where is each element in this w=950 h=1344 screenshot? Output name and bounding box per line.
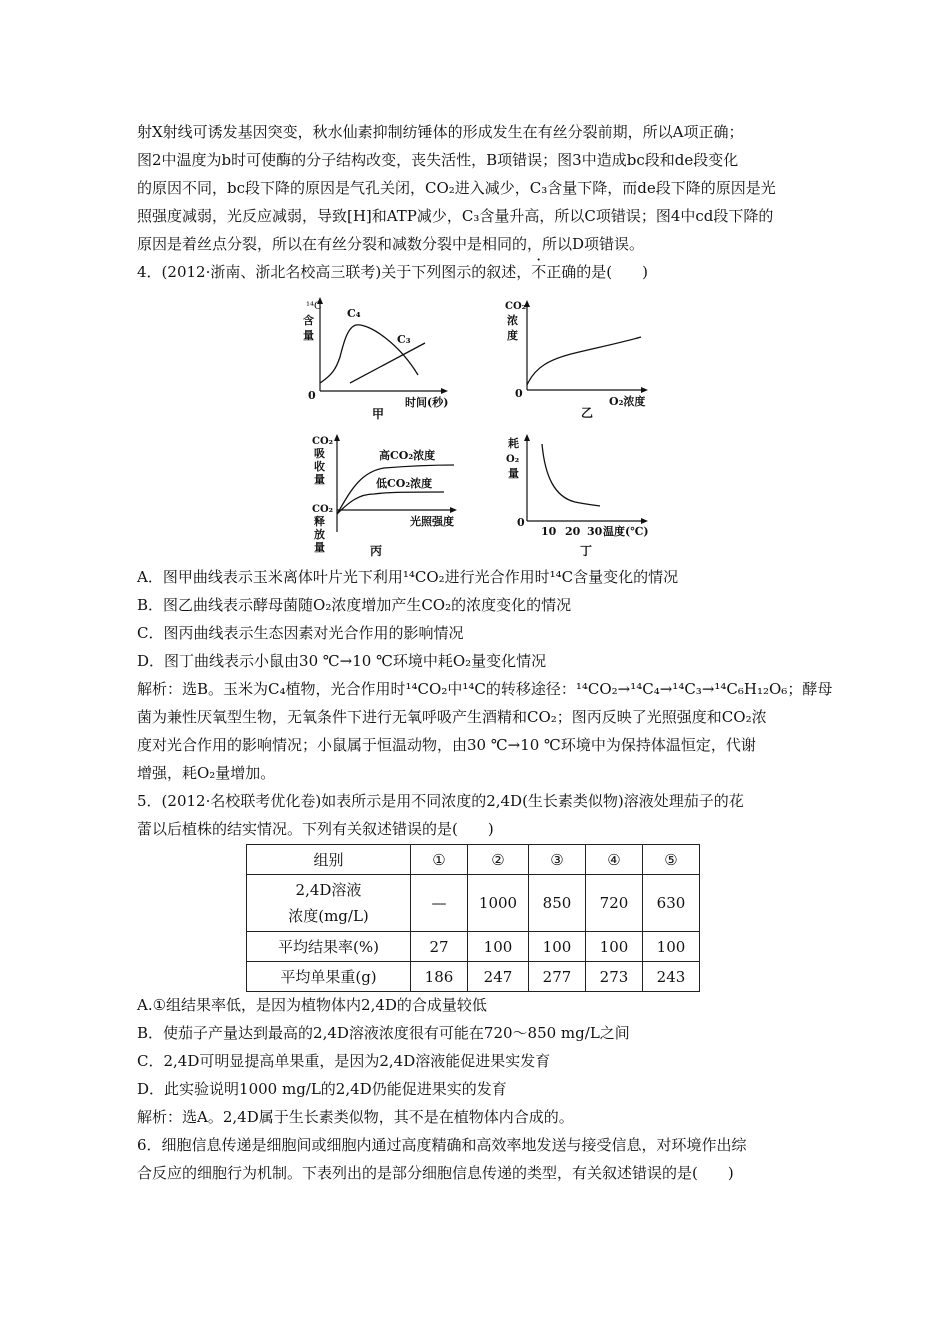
table-cell: 273	[586, 962, 643, 992]
table-cell: 277	[529, 962, 586, 992]
jia-title: 甲	[372, 407, 385, 420]
q4-option-c: C．图丙曲线表示生态因素对光合作用的影响情况	[137, 624, 464, 642]
table-cell: 100	[468, 932, 529, 962]
header-cell: ①	[411, 845, 468, 875]
q4-analysis-line: 增强，耗O₂量增加。	[137, 764, 276, 782]
question-6-stem: 6．细胞信息传递是细胞间或细胞内通过高度精确和高效率地发送与接受信息，对环境作出综	[137, 1136, 747, 1154]
table-cell: —	[411, 875, 468, 932]
ding-title: 丁	[580, 544, 593, 557]
ding-ylabel-1: 耗	[508, 437, 519, 450]
q4-option-a: A．图甲曲线表示玉米离体叶片光下利用¹⁴CO₂进行光合作用时¹⁴C含量变化的情况	[137, 568, 679, 586]
figure-yi	[505, 297, 675, 419]
row-label: 平均结果率(%)	[247, 932, 411, 962]
bing-ylabel-bottom-3: 放	[314, 528, 325, 541]
figure-jia	[290, 295, 465, 420]
c4-label: C₄	[347, 307, 361, 320]
ding-ylabel-2: O₂	[506, 454, 520, 465]
table-cell: 100	[643, 932, 700, 962]
c3-label: C₃	[397, 333, 411, 346]
table-row	[247, 845, 700, 875]
bing-ylabel-top-4: 量	[314, 473, 325, 486]
bing-ylabel-bottom-4: 量	[314, 541, 325, 554]
figure-ding	[505, 432, 675, 557]
table-cell: 100	[586, 932, 643, 962]
header-cell: ②	[468, 845, 529, 875]
table-cell: 850	[529, 875, 586, 932]
q5-option-b: B．使茄子产量达到最高的2,4D溶液浓度很有可能在720～850 mg/L之间	[137, 1024, 630, 1042]
table-row	[247, 875, 700, 932]
jia-ylabel-1: ¹⁴C	[306, 301, 322, 312]
high-co2-label: 高CO₂浓度	[379, 449, 436, 462]
question-5-stem: 蕾以后植株的结实情况。下列有关叙述错误的是( )	[137, 820, 494, 838]
q4-analysis-line: 解析：选B。玉米为C₄植物，光合作用时¹⁴CO₂中¹⁴C的转移途径：¹⁴CO₂→¹⁴C₄→¹⁴C₃→¹⁴C₆H₁₂O₆；酵母	[137, 680, 833, 698]
ding-ylabel-3: 量	[508, 467, 519, 480]
table-cell: 100	[529, 932, 586, 962]
table-cell: 720	[586, 875, 643, 932]
yi-ylabel-2: 浓	[507, 314, 518, 327]
bing-title: 丙	[370, 544, 383, 557]
jia-origin: 0	[308, 389, 316, 402]
ding-tick-30: 30	[587, 525, 603, 538]
q5-analysis: 解析：选A。2,4D属于生长素类似物，其不是在植物体内合成的。	[137, 1108, 574, 1126]
header-cell: ⑤	[643, 845, 700, 875]
header-cell: 组别	[247, 845, 411, 875]
yi-ylabel-3: 度	[507, 329, 518, 342]
text-line: 照强度减弱，光反应减弱，导致[H]和ATP减少，C₃含量升高，所以C项错误；图4中cd段下降的	[137, 207, 774, 225]
yi-origin: 0	[515, 387, 523, 400]
yi-ylabel-1: CO₂	[505, 301, 527, 312]
emphasis-mark: 不	[531, 263, 547, 281]
table-cell: 27	[411, 932, 468, 962]
row-label: 平均单果重(g)	[247, 962, 411, 992]
bing-ylabel-top-2: 吸	[314, 447, 325, 460]
text-line: 原因是着丝点分裂，所以在有丝分裂和减数分裂中是相同的，所以D项错误。	[137, 235, 645, 253]
q4-option-d: D．图丁曲线表示小鼠由30 ℃→10 ℃环境中耗O₂量变化情况	[137, 652, 547, 670]
results-table	[246, 844, 700, 992]
table-cell: 1000	[468, 875, 529, 932]
yi-xlabel: O₂浓度	[609, 395, 646, 408]
table-cell: 186	[411, 962, 468, 992]
bing-ylabel-top-1: CO₂	[312, 436, 334, 447]
yi-title: 乙	[581, 406, 594, 419]
q5-option-a: A.①组结果率低，是因为植物体内2,4D的合成量较低	[137, 996, 487, 1014]
table-row	[247, 962, 700, 992]
q4-analysis-line: 菌为兼性厌氧型生物，无氧条件下进行无氧呼吸产生酒精和CO₂；图丙反映了光照强度和CO₂浓	[137, 708, 767, 726]
question-5-stem: 5．(2012·名校联考优化卷)如表所示是用不同浓度的2,4D(生长素类似物)溶液处理茄子的花	[137, 792, 744, 810]
jia-ylabel-2: 含	[303, 314, 314, 327]
text-line: 射X射线可诱发基因突变，秋水仙素抑制纺锤体的形成发生在有丝分裂前期，所以A项正确；	[137, 123, 744, 141]
jia-ylabel-3: 量	[303, 329, 314, 342]
question-6-stem: 合反应的细胞行为机制。下表列出的是部分细胞信息传递的类型，有关叙述错误的是( )	[137, 1164, 734, 1182]
table-cell: 247	[468, 962, 529, 992]
q4-option-b: B．图乙曲线表示酵母菌随O₂浓度增加产生CO₂的浓度变化的情况	[137, 596, 572, 614]
ding-tick-20: 20	[565, 525, 581, 538]
header-cell: ④	[586, 845, 643, 875]
table-cell: 630	[643, 875, 700, 932]
question-4-stem: 4．(2012·浙南、浙北名校高三联考)关于下列图示的叙述，不正确的是( )	[137, 263, 648, 281]
q5-option-d: D．此实验说明1000 mg/L的2,4D仍能促进果实的发育	[137, 1080, 507, 1098]
low-co2-label: 低CO₂浓度	[376, 477, 433, 490]
table-cell: 243	[643, 962, 700, 992]
ding-tick-10: 10	[541, 525, 557, 538]
bing-xlabel: 光照强度	[410, 515, 454, 528]
bing-ylabel-bottom-2: 释	[314, 515, 325, 528]
ding-origin: 0	[517, 516, 525, 529]
jia-xlabel: 时间(秒)	[405, 396, 449, 409]
text-line: 图2中温度为b时可使酶的分子结构改变，丧失活性，B项错误；图3中造成bc段和de段变化	[137, 151, 739, 169]
text-line: 的原因不同，bc段下降的原因是气孔关闭，CO₂进入减少，C₃含量下降，而de段下降的原因是光	[137, 179, 776, 197]
bing-ylabel-bottom-1: CO₂	[312, 504, 334, 515]
bing-ylabel-top-3: 收	[314, 460, 325, 473]
table-row	[247, 932, 700, 962]
ding-xlabel: 温度(℃)	[603, 525, 649, 538]
header-cell: ③	[529, 845, 586, 875]
q5-option-c: C．2,4D可明显提高单果重，是因为2,4D溶液能促进果实发育	[137, 1052, 551, 1070]
figure-bing	[304, 432, 474, 557]
row-label: 2,4D溶液 浓度(mg/L)	[247, 875, 411, 932]
q4-analysis-line: 度对光合作用的影响情况；小鼠属于恒温动物，由30 ℃→10 ℃环境中为保持体温恒定，代谢	[137, 736, 756, 754]
